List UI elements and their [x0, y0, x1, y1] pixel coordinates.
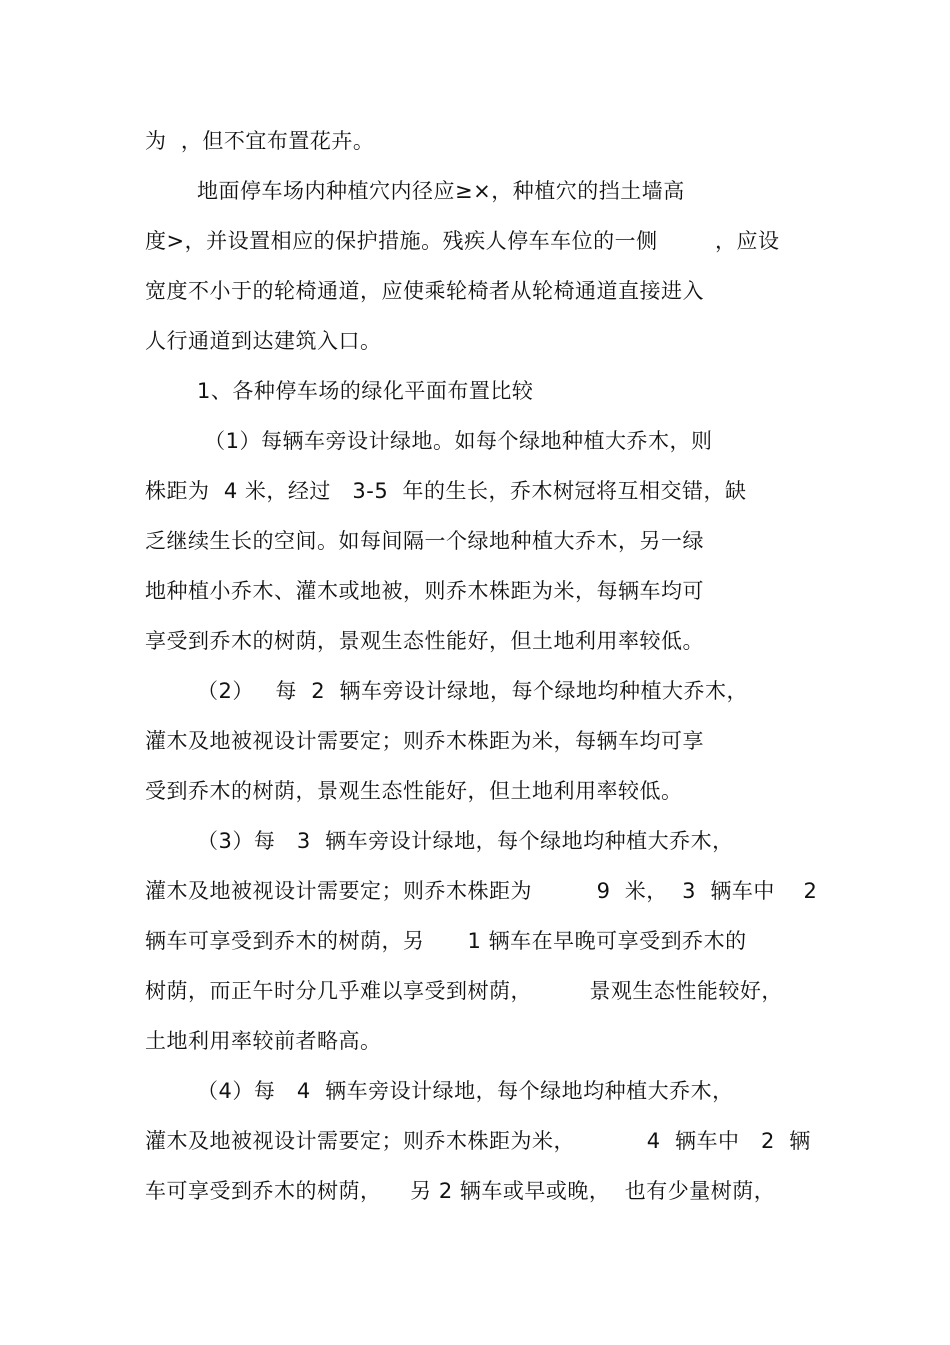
text-line: 地面停车场内种植穴内径应≥×，种植穴的挡土墙高	[197, 179, 685, 203]
text-line: 宽度不小于的轮椅通道，应使乘轮椅者从轮椅通道直接进入	[145, 279, 704, 303]
text-line: 为 ，但不宜布置花卉。	[145, 129, 375, 153]
text-line: 度>，并设置相应的保护措施。残疾人停车车位的一侧 ，应设	[145, 229, 780, 253]
text-line: 地种植小乔木、灌木或地被，则乔木株距为米，每辆车均可	[145, 579, 704, 603]
text-line: 人行通道到达建筑入口。	[145, 329, 382, 353]
text-line: 受到乔木的树荫，景观生态性能好，但土地利用率较低。	[145, 779, 683, 803]
section-heading: 1、各种停车场的绿化平面布置比较	[197, 379, 534, 403]
text-line: 享受到乔木的树荫，景观生态性能好，但土地利用率较低。	[145, 629, 704, 653]
text-line: （4）每 4 辆车旁设计绿地，每个绿地均种植大乔木，	[197, 1079, 734, 1103]
text-line: 乏继续生长的空间。如每间隔一个绿地种植大乔木，另一绿	[145, 529, 704, 553]
text-line: 灌木及地被视设计需要定；则乔木株距为 9 米， 3 辆车中 2	[145, 879, 818, 903]
text-line: 灌木及地被视设计需要定；则乔木株距为米，每辆车均可享	[145, 729, 704, 753]
text-line: （3）每 3 辆车旁设计绿地，每个绿地均种植大乔木，	[197, 829, 734, 853]
text-line: 辆车可享受到乔木的树荫，另 1 辆车在早晚可享受到乔木的	[145, 929, 747, 953]
text-line: 车可享受到乔木的树荫， 另 2 辆车或早或晚， 也有少量树荫，	[145, 1179, 776, 1203]
text-line: 土地利用率较前者略高。	[145, 1029, 382, 1053]
text-line: （2） 每 2 辆车旁设计绿地，每个绿地均种植大乔木，	[197, 679, 748, 703]
text-line: （1）每辆车旁设计绿地。如每个绿地种植大乔木，则	[197, 429, 713, 453]
text-line: 灌木及地被视设计需要定；则乔木株距为米， 4 辆车中 2 辆	[145, 1129, 811, 1153]
text-line: 株距为 4 米，经过 3-5 年的生长，乔木树冠将互相交错，缺	[145, 479, 747, 503]
text-line: 树荫，而正午时分几乎难以享受到树荫， 景观生态性能较好，	[145, 979, 783, 1003]
